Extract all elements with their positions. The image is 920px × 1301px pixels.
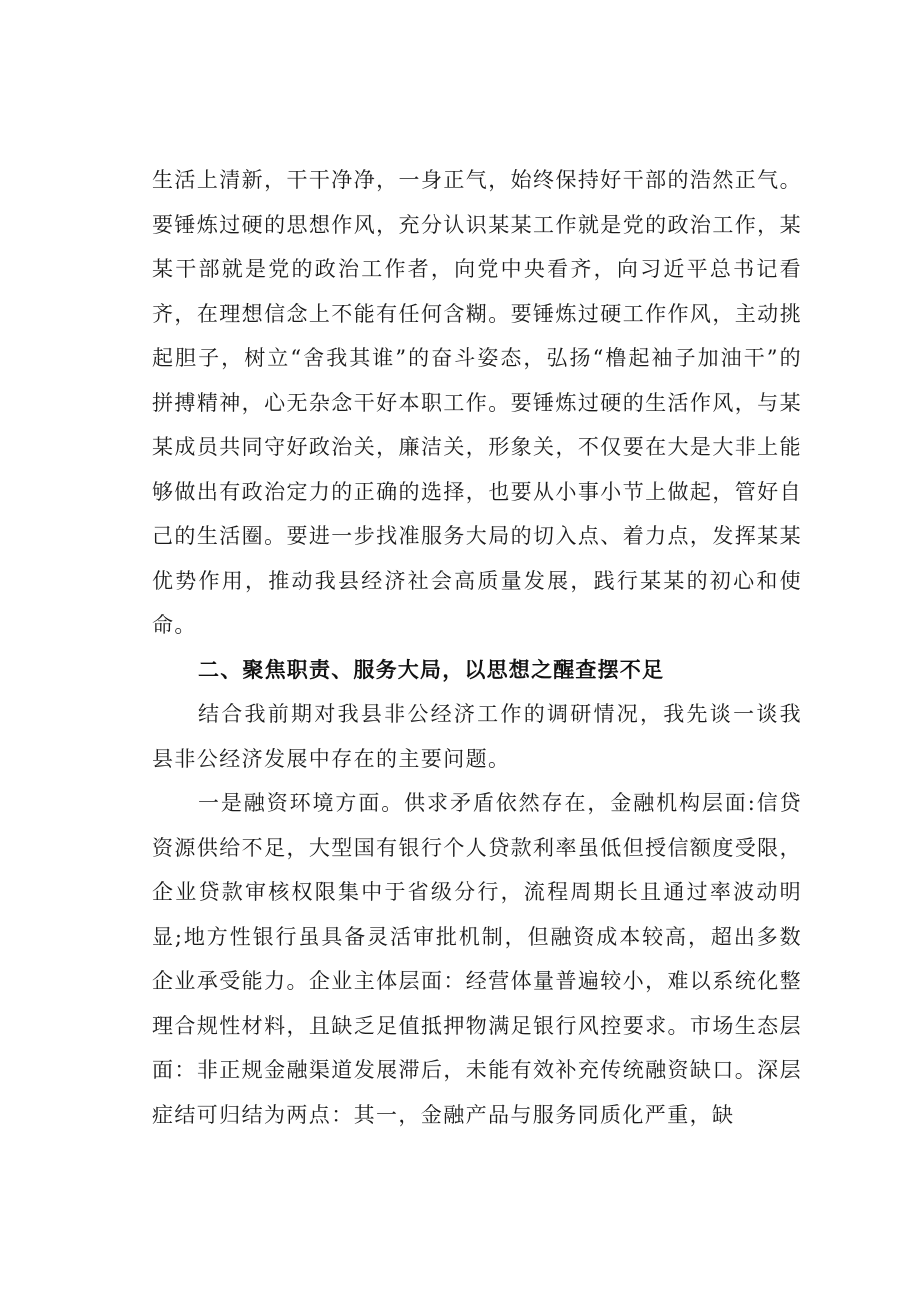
- document-body: [152, 158, 802, 1137]
- paragraph-intro: 结合我前期对我县非公经济工作的调研情况，我先谈一谈我县非公经济发展中存在的主要问题。: [152, 702, 802, 771]
- paragraph-financing: 一是融资环境方面。供求矛盾依然存在，金融机构层面:信贷资源供给不足，大型国有银行个人贷款利率虽低但授信额度受限，企业贷款审核权限集中于省级分行，流程周期长且通过率波动明显;地方性银行虽具备灵活审批机制，但融资成本较高，超出多数企业承受能力。企业主体层面：经营体量普遍较小，难以系统化整理合规性材料，且缺乏足值抵押物满足银行风控要求。市场生态层面：非正规金融渠道发展滞后，未能有效补充传统融资缺口。深层症结可归结为两点：其一，金融产品与服务同质化严重，缺: [152, 791, 802, 1127]
- section-heading: 二、聚焦职责、服务大局，以思想之醒查摆不足: [198, 657, 665, 682]
- paragraph-continuation: 生活上清新，干干净净，一身正气，始终保持好干部的浩然正气。要锤炼过硬的思想作风，充分认识某某工作就是党的政治工作，某某干部就是党的政治工作者，向党中央看齐，向习近平总书记看齐，在理想信念上不能有任何含糊。要锤炼过硬工作作风，主动挑起胆子，树立“舍我其谁”的奋斗姿态，弘扬“橹起袖子加油干”的拼搏精神，心无杂念干好本职工作。要锤炼过硬的生活作风，与某某成员共同守好政治关，廉洁关，形象关，不仅要在大是大非上能够做出有政治定力的正确的选择，也要从小事小节上做起，管好自己的生活圈。要进一步找准服务大局的切入点、着力点，发挥某某优势作用，推动我县经济社会高质量发展，践行某某的初心和使命。: [152, 168, 802, 637]
